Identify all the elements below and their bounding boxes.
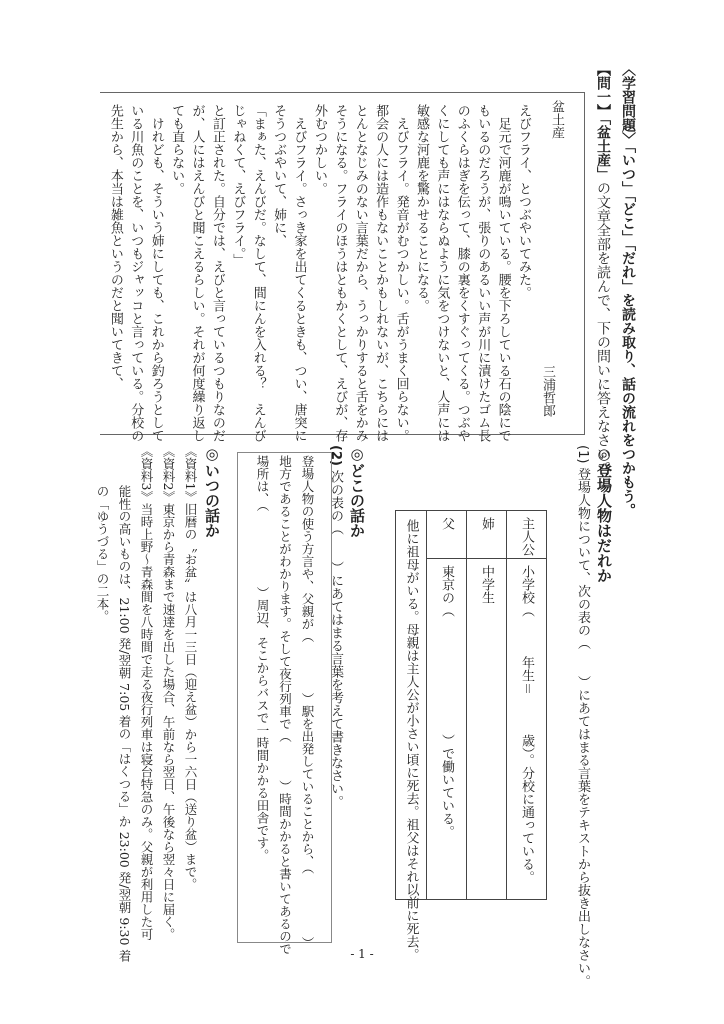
story-author: 三浦哲郎 [540,365,555,417]
row-value: 中学生 [479,565,494,604]
story-line: そうになる。フライのほうはともかくとして、えびが、存 [332,104,348,442]
story-line: くにしても声にはならぬように気をつけないと、人声には [434,104,450,442]
row-label: 姉 [467,511,506,559]
who-question [571,445,593,988]
story-reference: 「盆土産」 [595,118,611,181]
story-line: けれども、そういう姉にしても、これから釣ろうとして [148,104,164,442]
story-line: 先生から、本当は雑魚というのだと聞いてきて、 [107,104,123,390]
story-title: 盆土産 [549,100,564,139]
table-note: 他に祖母がいる。母親は主人公が小さい頃に死去。祖父はそれ以前に死去。 [403,519,419,961]
reference-item: 《資料1》旧暦の〝お盆〟は八月一三日（迎え盆）から一六日（送り盆）まで。 [183,445,198,891]
story-line: とんとなじみのない言葉だから、うっかりすると舌をかみ [352,104,368,442]
lesson-title: 〈学習問題〉「いつ」「どこ」「だれ」を読み取り、話の流れをつかもう。 [620,62,636,517]
story-line: のふくらはぎを伝って、膝の裏をくすぐってくる。つぶや [454,104,470,442]
reference-item: 《資料2》東京から青森まで速達を出した場合、午前なら翌日、午後なら翌々日に届く。 [161,445,176,941]
story-line: が、人にはえんびと聞こえるらしい。それが何度繰り返し [189,104,205,442]
story-line: じゃねくて、えびフライ。」 [230,104,246,267]
question-text: 次の表の（ ）にあてはまる言葉を考えて書きなさい。 [328,470,343,809]
fill-in-line: 登場人物の使う方言や、父親が（ ）駅を出発していることから、（ ） [300,455,315,949]
where-heading: ◎どこの話か [348,445,366,538]
question-number: (1) [575,445,590,464]
story-line: えびフライ。発音がむつかしい。舌がうまく回らない。 [393,104,409,442]
story-line: ても直らない。 [169,104,185,195]
fill-in-line: 場所は、（ ）周辺、そこからバスで一時間かかる田舎です。 [255,455,270,862]
story-line: 「まぁた、えんびだ。なして、間にんを入れる？ えんび [250,104,266,442]
reference-item: 《資料3》当時上野〜青森間を八時間で走る夜行列車は寝台特急のみ。父親が利用した可 [139,445,154,941]
table-row-protagonist [506,511,546,899]
when-section [91,445,223,962]
fill-in-text [251,455,319,955]
reference-item-continued: 能性の高いものは、21:00 発/翌朝 7:05 着の「はくつる」か 23:00 発/翌朝 9:30 着 [117,485,132,962]
story-line: 足元で河鹿が鳴いている。腰を下ろしている石の陰にで [495,104,511,442]
story-line: 外むつかしい。 [311,104,327,195]
table-row-sister [466,511,506,899]
fill-in-line: 地方であることがわかります。そして夜行列車で（ ）時間かかると書いてあるので [277,455,293,955]
story-line: そうつぶやいて、姉に、 [271,104,287,247]
row-label: 主人公 [507,511,546,559]
story-line: もいるのだろうが、張りのあるいい声が川に漬けたゴム長 [475,104,491,442]
story-line: えびフライ、とつぶやいてみた。 [516,104,531,299]
story-line: えびフライ。さっき家を出てくるときも、つい、唐突に [291,104,307,442]
story-line: と訂正された。自分では、えびと言っているつもりなのだ [209,104,225,442]
when-heading: ◎いつの話か [203,445,221,538]
row-label: 父 [427,511,466,559]
who-section [571,445,615,988]
table-row-note [396,511,426,961]
question-number: (2) [328,445,343,466]
character-table [395,510,547,961]
question-text: の文章全部を読んで、下の問いに答えなさい。 [595,181,611,475]
story-line: いる川魚のことを、いつもジャッコと言っている。分校の [128,104,144,442]
question-text: 登場人物について、次の表の（ ）にあてはまる言葉をテキストから抜き出しなさい。 [575,467,590,988]
question-label: 【問一】 [595,62,611,118]
row-value: 小学校（ 年生＝ 歳）。分校に通っている。 [519,565,534,884]
who-heading: ◎登場人物はだれか [595,445,613,583]
table-row-father [426,511,466,899]
row-value: 東京の（ ）で働いている。 [439,565,454,838]
story-line: 敏感な河鹿を驚かせることになる。 [413,104,429,312]
story-line: 都会の人には造作もないことかもしれないが、こちらには [373,104,389,442]
page-number: - 1 - [350,947,374,961]
story-text [104,104,533,442]
reference-item-continued: の「ゆうづる」の二本。 [95,485,110,623]
